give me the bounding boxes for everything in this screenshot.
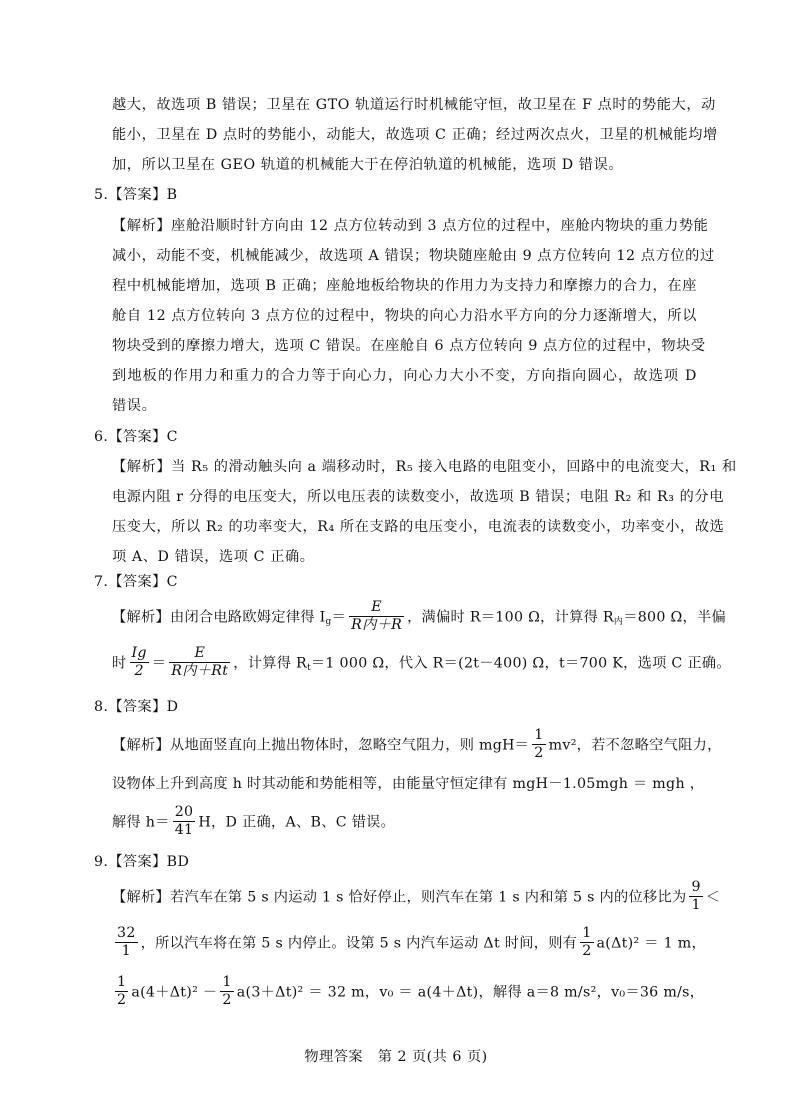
q5-line-1: 【解析】座舱沿顺时针方向由 12 点方位转动到 3 点方位的过程中，座舱内物块的重力势能 — [112, 218, 709, 234]
q8-half-num: 1 — [534, 727, 544, 743]
q8-half-den: 2 — [534, 744, 544, 761]
q7-line1-text-a: 【解析】由闭合电路欧姆定律得 I — [112, 609, 326, 626]
q9-ratio-2 — [115, 926, 138, 959]
q8-equation-line-1 — [112, 727, 722, 761]
q7-line1-text-c: ＝800 Ω，半偏 — [623, 609, 727, 626]
q7-equation-line-1: 【解析】由闭合电路欧姆定律得 $I_g=$ $\frac{E}{\text{R内＋R}}$ ，满偏时 R＝100 Ω，计算得 $R_内=800$ Ω，半偏 — [112, 599, 727, 633]
q5-heading: 5.【答案】B — [94, 187, 178, 203]
q7-equation-line-2: 时 $\frac{Ig}{2}$ ＝ $\frac{E}{\text{R内＋Rt}}$ ，计算得 $R_t=1$ 000 Ω，代入 R＝(2t－400) Ω，t＝700 K，选项 C 正确。 — [112, 645, 731, 679]
q9-less-than: ＜ — [705, 889, 721, 906]
q7-line1-text-b: ，满偏时 R＝100 Ω，计算得 R — [407, 609, 614, 626]
intro-line-1: 越大，故选项 B 错误；卫星在 GTO 轨道运行时机械能守恒，故卫星在 F 点时的势能大，动 — [112, 97, 716, 113]
q9-ratio-1 — [689, 880, 702, 913]
intro-line-2: 能小，卫星在 D 点时的势能小，动能大，故选项 C 正确；经过两次点火，卫星的机械能均增 — [112, 127, 718, 143]
page-footer: 物理答案 第 2 页(共 6 页) — [304, 1049, 488, 1065]
q7-fraction-2 — [130, 646, 149, 679]
q7-line2-text-a: 时 — [112, 655, 127, 672]
q8-heading: 8.【答案】D — [94, 699, 179, 715]
q6-heading: 6.【答案】C — [94, 429, 178, 445]
q9-r2-num: 32 — [117, 925, 136, 941]
q6-line-1: 【解析】当 R₅ 的滑动触头向 a 端移动时，R₅ 接入电路的电阻变小，回路中的电流变大，R₁ 和 — [112, 459, 737, 475]
q7-fraction-3 — [169, 646, 230, 679]
q7-heading: 7.【答案】C — [94, 574, 178, 590]
q7-sub-nei: 内 — [613, 617, 624, 628]
q8-line-2: 设物体上升到高度 h 时其动能和势能相等，由能量守恒定律有 mgH－1.05mgh ＝ mgh ， — [112, 776, 705, 792]
q7-sub-g: g — [325, 617, 332, 628]
q8-h-fraction — [173, 805, 196, 838]
q9-heading: 9.【答案】BD — [94, 854, 190, 870]
q9-half-fraction-3: $\frac{1}{2}$ — [222, 974, 232, 1008]
q9-r1-den: 1 — [691, 896, 701, 913]
q7-sub-t: t — [307, 663, 311, 674]
q8-h-num: 20 — [174, 804, 194, 820]
q8-line1-text-a: 【解析】从地面竖直向上抛出物体时，忽略空气阻力，则 mgH＝ — [112, 737, 530, 754]
q7-frac3-den: R内＋Rt — [171, 662, 229, 679]
q8-line3-text-a: 解得 h＝ — [112, 814, 170, 831]
q7-line2-text-b: ，计算得 R — [233, 655, 307, 672]
q9-equation-line-1 — [112, 879, 721, 913]
q7-line2-text-c: ＝1 000 Ω，代入 R＝(2t－400) Ω，t＝700 K，选项 C 正确。 — [310, 655, 731, 672]
q7-frac3-num: E — [194, 645, 206, 661]
q9-equation-line-2 — [112, 925, 706, 959]
q5-line-4: 舱自 12 点方位转向 3 点方位的过程中，物块的向心力沿水平方向的分力逐渐增大，所以 — [112, 308, 697, 324]
q9-line3-text-a: a(4＋Δt)² － — [131, 984, 218, 1001]
q7-frac1-num: E — [371, 599, 382, 615]
q9-line2-text-b: a(Δt)² ＝ 1 m， — [596, 935, 706, 952]
q8-h-den: 41 — [174, 821, 194, 838]
q9-half-fraction-2: $\frac{1}{2}$ — [117, 974, 127, 1008]
q9-r1-num: 9 — [691, 879, 701, 895]
q9-half-fraction-1: $\frac{1}{2}$ — [582, 925, 592, 959]
q5-line-7: 错误。 — [112, 398, 157, 414]
q7-frac2-num: Ig — [131, 645, 147, 661]
q9-line1-text: 【解析】若汽车在第 5 s 内运动 1 s 恰好停止，则汽车在第 1 s 内和第 5 s 内的位移比为 — [112, 889, 687, 906]
q7-frac2-den: 2 — [134, 662, 144, 679]
q6-line-4: 项 A、D 错误，选项 C 正确。 — [112, 549, 315, 565]
q5-line-6: 到地板的作用力和重力的合力等于向心力，向心力大小不变，方向指向圆心，故选项 D — [112, 368, 697, 384]
q5-line-5: 物块受到的摩擦力增大，选项 C 错误。在座舱自 6 点方位转向 9 点方位的过程中，物块受 — [112, 338, 706, 354]
q7-fraction-1 — [349, 600, 404, 633]
q9-equation-line-3 — [112, 974, 705, 1008]
q8-half-fraction — [532, 728, 545, 761]
q6-line-2: 电源内阻 r 分得的电压变大，所以电压表的读数变小，故选项 B 错误；电阻 R₂ 和 R₃ 的分电 — [112, 489, 724, 505]
q8-equation-line-3 — [112, 805, 702, 838]
q5-line-3: 程中机械能增加，选项 B 正确；座舱地板给物块的作用力为支持力和摩擦力的合力，在座 — [112, 278, 697, 294]
q9-line3-text-b: a(3＋Δt)² ＝ 32 m，v₀ ＝ a(4＋Δt)，解得 a＝8 m/s²，v₀＝36 m/s， — [236, 984, 705, 1001]
q8-line1-text-b: mv²，若不忽略空气阻力， — [548, 737, 722, 754]
q5-line-2: 减小，动能不变，机械能减少，故选项 A 错误；物块随座舱由 9 点方位转向 12 点方位的过 — [112, 248, 715, 264]
q6-line-3: 压变大，所以 R₂ 的功率变大，R₄ 所在支路的电压变小，电流表的读数变小，功率变小，故选 — [112, 519, 725, 535]
q9-r2-den: 1 — [121, 942, 131, 959]
q7-frac1-den: R内＋R — [351, 616, 403, 633]
intro-line-3: 加，所以卫星在 GEO 轨道的机械能大于在停泊轨道的机械能，选项 D 错误。 — [112, 157, 624, 173]
q9-line2-text-a: ，所以汽车将在第 5 s 内停止。设第 5 s 内汽车运动 Δt 时间，则有 — [140, 935, 578, 952]
q8-line3-text-b: H，D 正确，A、B、C 错误。 — [198, 814, 396, 831]
